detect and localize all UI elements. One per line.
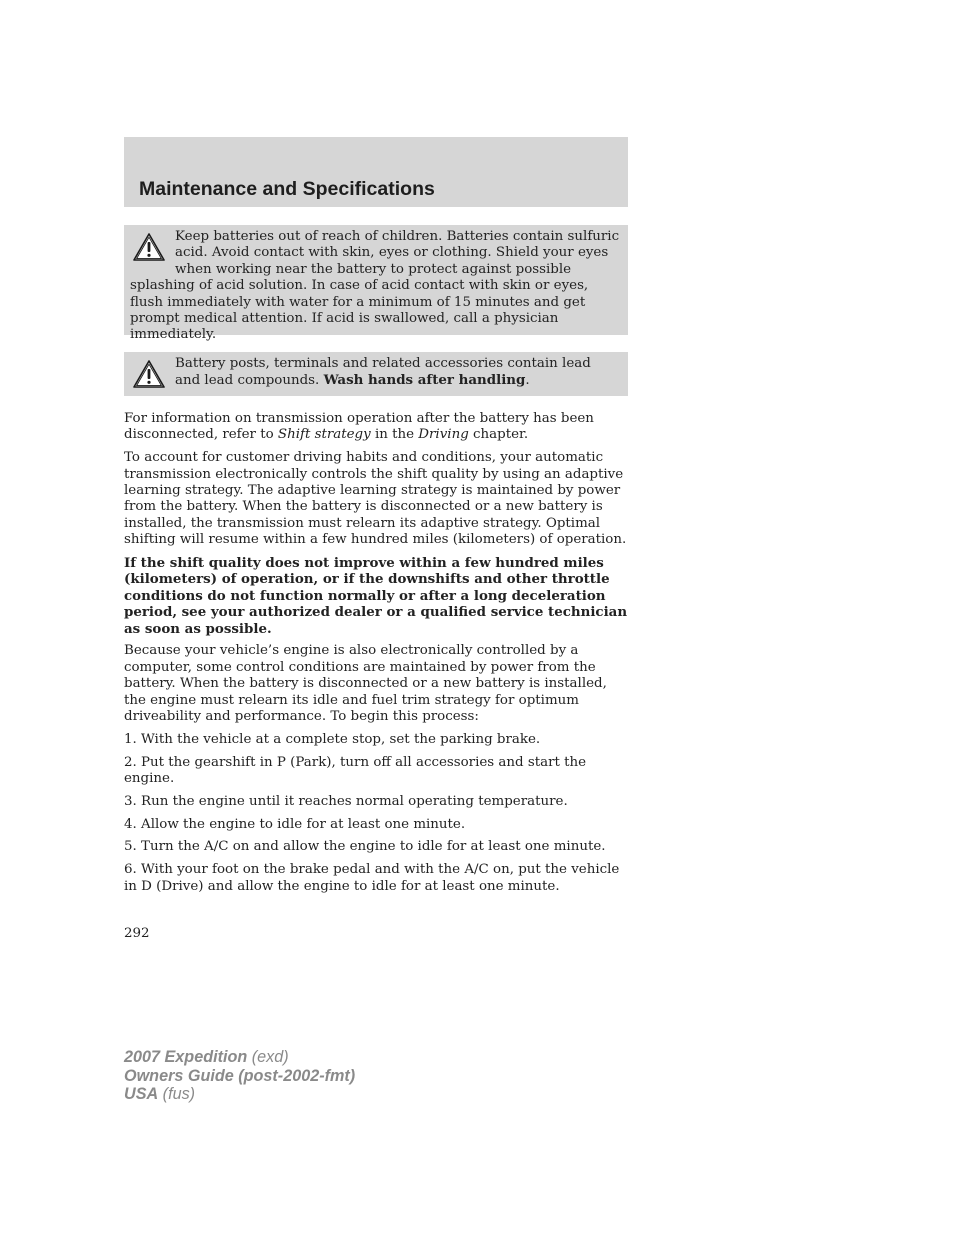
- paragraph-dealer-notice: If the shift quality does not improve within a few hundred miles (kilometers) of operation, or if the downshifts and other throttle conditions do not function normally or after a long deceleration period, see your authorized dealer or a qualified service technician as soon as possible.: [124, 555, 628, 637]
- warning-triangle-icon: [132, 359, 166, 389]
- warning-text: Battery posts, terminals and related accessories contain lead and lead compounds.: [175, 356, 591, 389]
- warning-text-end: .: [525, 373, 530, 389]
- paragraph-text: chapter.: [468, 427, 529, 443]
- step-item: 6. With your foot on the brake pedal and with the A/C on, put the vehicle in D (Drive) and allow the engine to idle for at least one minute.: [124, 862, 620, 894]
- warning-box-lead: [124, 352, 628, 396]
- warning-triangle-icon: [132, 232, 166, 262]
- step-item: 3. Run the engine until it reaches normal operating temperature.: [124, 793, 568, 809]
- footer-line-guide: [124, 1067, 355, 1086]
- paragraph-transmission-info: [124, 411, 630, 444]
- footer-guide: Owners Guide (post-2002-fmt): [124, 1066, 356, 1085]
- step-item: 2. Put the gearshift in P (Park), turn off all accessories and start the engine.: [124, 754, 587, 787]
- warning-text: Keep batteries out of reach of children. Batteries contain sulfuric acid. Avoid contact with skin, eyes or clothing. Shield your eyes when working near the battery to protect against possible splashing of acid solution. In case of acid contact with skin or eyes, flush immediately with water for a minimum of 15 minutes and get prompt medical attention. If acid is swallowed, call a physician immediately.: [130, 229, 620, 343]
- footer-line-region: [124, 1085, 355, 1104]
- page-number: 292: [124, 926, 150, 941]
- warning-box-acid: [124, 225, 628, 343]
- reference-shift-strategy: Shift strategy: [277, 427, 371, 443]
- body-content: [124, 411, 630, 901]
- paragraph-text: For information on transmission operation after the battery has been disconnected, refer to: [124, 411, 594, 443]
- footer-model-code: (exd): [247, 1048, 289, 1066]
- footer-region-code: (fus): [158, 1085, 196, 1103]
- document-footer: [124, 1048, 355, 1104]
- footer-line-model: [124, 1048, 355, 1067]
- step-item: 1. With the vehicle at a complete stop, set the parking brake.: [124, 731, 541, 747]
- reference-driving-chapter: Driving: [418, 427, 469, 443]
- paragraph-adaptive-strategy: To account for customer driving habits and conditions, your automatic transmission electronically controls the shift quality by using an adaptive learning strategy. The adaptive learning strategy is maintained by power from the battery. When the battery is disconnected or a new battery is installed, the transmission must relearn its adaptive strategy. Optimal shifting will resume within a few hundred miles (kilometers) of operation.: [124, 450, 627, 548]
- footer-region: USA: [124, 1085, 159, 1103]
- paragraph-engine-relearn: Because your vehicle’s engine is also electronically controlled by a computer, some control conditions are maintained by power from the battery. When the battery is disconnected or a new battery is installed, the engine must relearn its idle and fuel trim strategy for optimum driveability and performance. To begin this process:: [124, 643, 607, 725]
- warning-text-bold: Wash hands after handling: [323, 372, 526, 389]
- paragraph-text: in the: [370, 427, 419, 443]
- step-item: 4. Allow the engine to idle for at least one minute.: [124, 816, 466, 832]
- step-item: 5. Turn the A/C on and allow the engine to idle for at least one minute.: [124, 839, 606, 855]
- section-title: Maintenance and Specifications: [139, 178, 435, 200]
- footer-model: 2007 Expedition: [124, 1048, 248, 1066]
- section-header: [124, 137, 628, 207]
